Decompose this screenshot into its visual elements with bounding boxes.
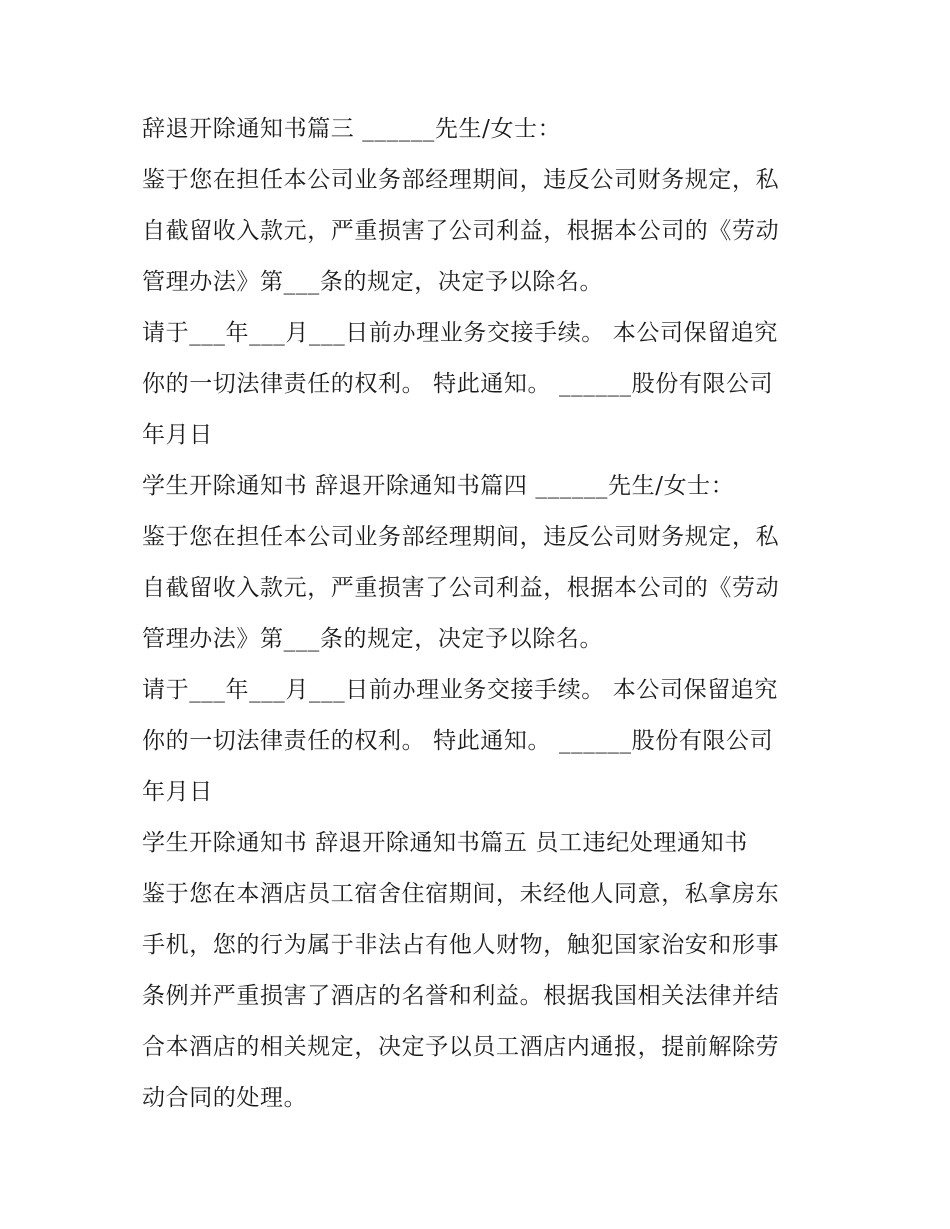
text-line: 请于___年___月___日前办理业务交接手续。 本公司保留追究 [142, 320, 779, 346]
text-line: 请于___年___月___日前办理业务交接手续。 本公司保留追究 [142, 677, 779, 703]
text-line: 学生开除通知书 辞退开除通知书篇五 员工违纪处理通知书 [142, 830, 748, 856]
text-line: 合本酒店的相关规定，决定予以员工酒店内通报，提前解除劳 [142, 1034, 780, 1060]
text-line: 条例并严重损害了酒店的名誉和利益。根据我国相关法律并结 [142, 983, 780, 1009]
text-line: 你的一切法律责任的权利。 特此通知。 ______股份有限公司 [142, 728, 774, 754]
text-line: 鉴于您在担任本公司业务部经理期间，违反公司财务规定，私 [142, 524, 780, 550]
text-line: 鉴于您在本酒店员工宿舍住宿期间，未经他人同意，私拿房东 [142, 881, 780, 907]
text-line: 手机，您的行为属于非法占有他人财物，触犯国家治安和形事 [142, 932, 780, 958]
text-line: 动合同的处理。 [142, 1085, 308, 1111]
text-line: 你的一切法律责任的权利。 特此通知。 ______股份有限公司 [142, 371, 774, 397]
text-line: 自截留收入款元，严重损害了公司利益，根据本公司的《劳动 [142, 575, 780, 601]
text-line: 管理办法》第___条的规定，决定予以除名。 [142, 626, 604, 652]
document-page [142, 104, 822, 1124]
text-line: 年月日 [142, 422, 213, 448]
text-line: 自截留收入款元，严重损害了公司利益，根据本公司的《劳动 [142, 218, 780, 244]
text-line: 年月日 [142, 779, 213, 805]
text-line: 学生开除通知书 辞退开除通知书篇四 ______先生/女士： [142, 473, 735, 499]
text-line: 鉴于您在担任本公司业务部经理期间，违反公司财务规定，私 [142, 167, 780, 193]
text-line: 管理办法》第___条的规定，决定予以除名。 [142, 269, 604, 295]
text-line: 辞退开除通知书篇三 ______先生/女士： [142, 116, 562, 142]
